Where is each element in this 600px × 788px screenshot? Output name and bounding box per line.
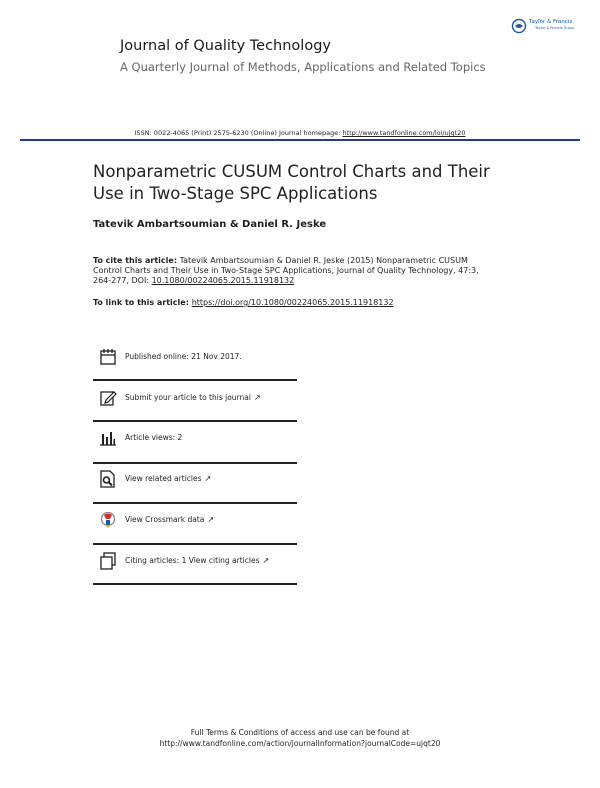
article-title: [93, 161, 490, 205]
external-link-icon: ↗: [253, 393, 261, 402]
bar-chart-icon: [99, 429, 117, 447]
documents-icon: [99, 552, 117, 570]
published-date: Published online: 21 Nov 2017.: [125, 352, 242, 361]
issn-text: ISSN: 0022-4065 (Print) 2575-6230 (Online) Journal homepage:: [134, 129, 343, 137]
footer: [0, 727, 600, 749]
cite-line-2: Control Charts and Their Use in Two-Stage SPC Applications, Journal of Quality Technology, 47:3,: [93, 266, 479, 275]
crossmark-label: View Crossmark data: [125, 515, 205, 524]
calendar-icon: [99, 348, 117, 366]
external-link-icon: ↗: [262, 556, 270, 565]
journal-title: Journal of Quality Technology: [120, 38, 331, 54]
publisher-logo-text: Taylor & Francis: [529, 19, 573, 25]
search-document-icon: [99, 470, 117, 488]
article-title-line-2: Use in Two-Stage SPC Applications: [93, 184, 378, 203]
cite-label: To cite this article:: [93, 256, 178, 265]
cite-line-3: 264-277, DOI:: [93, 276, 152, 285]
publisher-logo-subtext: Taylor & Francis Group: [535, 26, 575, 30]
journal-subtitle: A Quarterly Journal of Methods, Applications and Related Topics: [120, 60, 486, 74]
issn-line: [0, 129, 600, 137]
published-row: [93, 337, 297, 377]
article-views-row: [93, 418, 297, 458]
header-divider: [20, 139, 580, 141]
submit-article-link[interactable]: [93, 378, 297, 418]
submit-article-label: Submit your article to this journal: [125, 393, 251, 402]
link-label: To link to this article:: [93, 298, 192, 307]
link-line: [93, 298, 394, 307]
article-title-line-1: Nonparametric CUSUM Control Charts and Their: [93, 162, 490, 181]
related-articles-label: View related articles: [125, 474, 202, 483]
article-views-label: Article views: 2: [125, 433, 183, 442]
footer-terms-text: Full Terms & Conditions of access and use can be found at: [190, 728, 410, 737]
citing-articles-label: Citing articles: 1 View citing articles: [125, 556, 260, 565]
external-link-icon: ↗: [204, 474, 212, 483]
citation-block: [93, 256, 513, 286]
publisher-logo-icon: [511, 18, 527, 34]
doi-link[interactable]: 10.1080/00224065.2015.11918132: [151, 276, 295, 285]
citing-articles-link[interactable]: [93, 541, 297, 581]
edit-icon: [99, 389, 117, 407]
journal-homepage-link[interactable]: http://www.tandfonline.com/loi/ujqt20: [342, 129, 466, 137]
panel-divider: [93, 583, 297, 585]
crossmark-icon: [99, 511, 117, 529]
article-authors: Tatevik Ambartsoumian & Daniel R. Jeske: [93, 219, 327, 230]
cite-line-1: Tatevik Ambartsoumian & Daniel R. Jeske (2015) Nonparametric CUSUM: [177, 256, 468, 265]
related-articles-link[interactable]: [93, 459, 297, 499]
crossmark-link[interactable]: [93, 500, 297, 540]
publisher-logo[interactable]: [511, 18, 583, 36]
article-url-link[interactable]: https://doi.org/10.1080/00224065.2015.11918132: [191, 298, 394, 307]
footer-terms-link[interactable]: http://www.tandfonline.com/action/journalInformation?journalCode=ujqt20: [159, 739, 441, 748]
external-link-icon: ↗: [207, 515, 215, 524]
